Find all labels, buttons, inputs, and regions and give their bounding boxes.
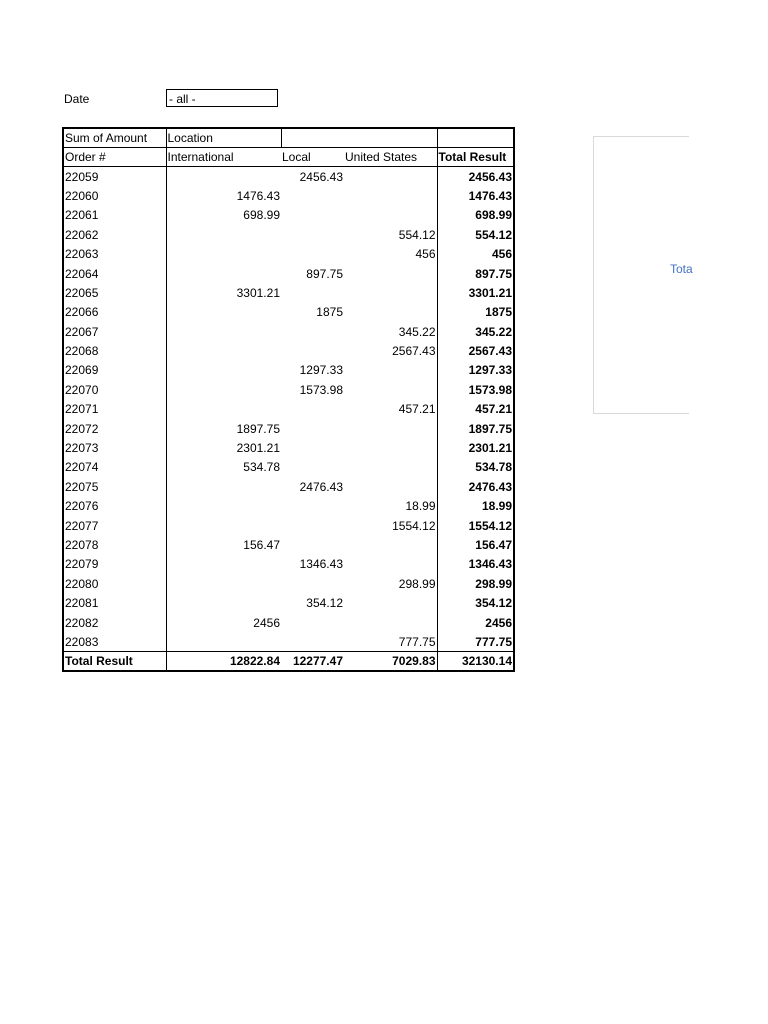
table-row: [63, 186, 514, 205]
order-cell: 22076: [63, 497, 166, 516]
pivot-header-row-1: [63, 128, 514, 148]
grand-total: 32130.14: [437, 652, 514, 672]
table-row: [63, 477, 514, 496]
row-total-cell: 1875: [485, 305, 512, 320]
local-cell: 2456.43: [299, 169, 343, 184]
local-cell: 897.75: [306, 266, 343, 281]
international-cell: [166, 322, 281, 341]
order-cell: 22083: [63, 632, 166, 651]
total-united-states: 7029.83: [344, 652, 437, 672]
united-states-cell: 777.75: [344, 632, 437, 651]
international-cell: [166, 516, 281, 535]
local-cell: [281, 419, 344, 438]
local-cell: [281, 438, 344, 457]
row-total-cell: 457.21: [475, 402, 512, 417]
row-total-cell: 2301.21: [468, 441, 512, 456]
table-row: [63, 400, 514, 419]
table-row: [63, 380, 514, 399]
united-states-cell: 457.21: [344, 400, 437, 419]
table-row: [63, 167, 514, 186]
row-total-cell: 1346.43: [468, 557, 512, 572]
united-states-cell: [344, 380, 437, 399]
order-cell: 22074: [63, 458, 166, 477]
column-field-button[interactable]: Location: [166, 128, 281, 148]
international-cell: [166, 341, 281, 360]
table-row: [63, 361, 514, 380]
row-total-cell: 2567.43: [468, 344, 512, 359]
row-total-cell: 345.22: [475, 324, 512, 339]
local-cell: [281, 186, 344, 205]
table-row: [63, 322, 514, 341]
row-total-cell: 18.99: [481, 499, 512, 514]
local-cell: [281, 400, 344, 419]
row-field-button[interactable]: Order #: [63, 148, 166, 167]
order-cell: 22081: [63, 593, 166, 612]
date-filter-dropdown[interactable]: - all -: [166, 89, 278, 107]
table-row: [63, 535, 514, 554]
local-cell: [281, 497, 344, 516]
row-total-cell: 298.99: [475, 576, 512, 591]
local-cell: 1875: [316, 305, 343, 320]
united-states-cell: 18.99: [344, 497, 437, 516]
international-cell: 1476.43: [236, 188, 280, 203]
local-cell: [281, 516, 344, 535]
table-row: [63, 206, 514, 225]
total-row-label: Total Result: [63, 652, 166, 672]
international-cell: [166, 477, 281, 496]
local-cell: [281, 458, 344, 477]
order-cell: 22069: [63, 361, 166, 380]
order-cell: 22071: [63, 400, 166, 419]
united-states-cell: 298.99: [344, 574, 437, 593]
order-cell: 22064: [63, 264, 166, 283]
united-states-cell: [344, 419, 437, 438]
order-cell: 22079: [63, 555, 166, 574]
table-row: [63, 593, 514, 612]
united-states-cell: [344, 283, 437, 302]
column-header-international: International: [166, 148, 281, 167]
united-states-cell: [344, 303, 437, 322]
table-row: [63, 555, 514, 574]
local-cell: [281, 206, 344, 225]
table-row: [63, 632, 514, 651]
united-states-cell: 345.22: [344, 322, 437, 341]
table-row: [63, 574, 514, 593]
order-cell: 22059: [63, 167, 166, 186]
united-states-cell: [344, 458, 437, 477]
order-cell: 22065: [63, 283, 166, 302]
pivot-table: [62, 127, 515, 672]
international-cell: 156.47: [243, 538, 280, 552]
row-total-cell: 354.12: [475, 596, 512, 611]
local-cell: [281, 574, 344, 593]
international-cell: 2456: [253, 615, 280, 630]
united-states-cell: [344, 555, 437, 574]
united-states-cell: [344, 613, 437, 632]
order-cell: 22072: [63, 419, 166, 438]
international-cell: 698.99: [243, 208, 280, 223]
row-total-cell: 2476.43: [468, 479, 512, 494]
row-total-cell: 2456.43: [468, 169, 512, 184]
united-states-cell: 2567.43: [344, 341, 437, 360]
order-cell: 22067: [63, 322, 166, 341]
row-total-cell: 897.75: [475, 266, 512, 281]
local-cell: [281, 341, 344, 360]
order-cell: 22061: [63, 206, 166, 225]
united-states-cell: [344, 361, 437, 380]
column-header-total-result: Total Result: [437, 148, 514, 167]
chart-title: Tota: [670, 262, 693, 276]
local-cell: [281, 632, 344, 651]
international-cell: [166, 361, 281, 380]
order-cell: 22060: [63, 186, 166, 205]
united-states-cell: [344, 186, 437, 205]
header-blank: [344, 128, 437, 148]
table-row: [63, 303, 514, 322]
local-cell: [281, 244, 344, 263]
column-header-united-states: United States: [344, 148, 437, 167]
international-cell: [166, 400, 281, 419]
local-cell: 2476.43: [299, 479, 343, 494]
date-filter-label: Date: [64, 92, 90, 106]
row-total-cell: 554.12: [475, 227, 512, 242]
pivot-header-row-2: [63, 148, 514, 167]
international-cell: [166, 264, 281, 283]
table-row: [63, 225, 514, 244]
international-cell: [166, 632, 281, 651]
international-cell: 534.78: [243, 460, 280, 475]
local-cell: 1346.43: [299, 557, 343, 572]
international-cell: [166, 225, 281, 244]
united-states-cell: [344, 264, 437, 283]
united-states-cell: [344, 593, 437, 612]
table-row: [63, 497, 514, 516]
row-total-cell: 1897.75: [468, 421, 512, 436]
international-cell: [166, 497, 281, 516]
international-cell: [166, 555, 281, 574]
order-cell: 22080: [63, 574, 166, 593]
international-cell: 1897.75: [236, 421, 280, 436]
order-cell: 22068: [63, 341, 166, 360]
header-blank: [281, 128, 344, 148]
row-total-cell: 156.47: [475, 538, 512, 552]
order-cell: 22078: [63, 535, 166, 554]
row-total-cell: 698.99: [475, 208, 512, 223]
order-cell: 22082: [63, 613, 166, 632]
table-row: [63, 516, 514, 535]
order-cell: 22073: [63, 438, 166, 457]
local-cell: [281, 613, 344, 632]
table-row: [63, 283, 514, 302]
table-row: [63, 613, 514, 632]
row-total-cell: 1476.43: [468, 188, 512, 203]
row-total-cell: 3301.21: [468, 285, 512, 300]
row-total-cell: 777.75: [475, 634, 512, 649]
united-states-cell: [344, 477, 437, 496]
local-cell: 1297.33: [299, 363, 343, 378]
international-cell: [166, 303, 281, 322]
united-states-cell: 554.12: [344, 225, 437, 244]
local-cell: [281, 322, 344, 341]
row-total-cell: 456: [491, 247, 512, 262]
pivot-corner-label: Sum of Amount: [63, 128, 166, 148]
international-cell: [166, 167, 281, 186]
table-row: [63, 341, 514, 360]
united-states-cell: 456: [344, 244, 437, 263]
international-cell: [166, 380, 281, 399]
order-cell: 22077: [63, 516, 166, 535]
order-cell: 22062: [63, 225, 166, 244]
total-international: 12822.84: [166, 652, 281, 672]
united-states-cell: [344, 535, 437, 554]
international-cell: [166, 593, 281, 612]
total-local: 12277.47: [281, 652, 344, 672]
table-row: [63, 438, 514, 457]
international-cell: [166, 244, 281, 263]
local-cell: 1573.98: [299, 382, 343, 397]
chart-panel[interactable]: [593, 136, 693, 414]
table-row: [63, 244, 514, 263]
local-cell: [281, 225, 344, 244]
table-row: [63, 264, 514, 283]
column-header-local: Local: [281, 148, 344, 167]
order-cell: 22070: [63, 380, 166, 399]
header-blank: [437, 128, 514, 148]
row-total-cell: 2456: [485, 615, 512, 630]
international-cell: 2301.21: [236, 441, 280, 456]
row-total-cell: 1297.33: [468, 363, 512, 378]
international-cell: [166, 574, 281, 593]
united-states-cell: [344, 438, 437, 457]
row-total-cell: 1554.12: [468, 518, 512, 533]
order-cell: 22063: [63, 244, 166, 263]
pivot-total-row: [63, 652, 514, 672]
order-cell: 22066: [63, 303, 166, 322]
table-row: [63, 458, 514, 477]
international-cell: 3301.21: [236, 285, 280, 300]
local-cell: 354.12: [306, 596, 343, 611]
local-cell: [281, 535, 344, 554]
table-row: [63, 419, 514, 438]
row-total-cell: 1573.98: [468, 382, 512, 397]
united-states-cell: [344, 206, 437, 225]
row-total-cell: 534.78: [475, 460, 512, 475]
order-cell: 22075: [63, 477, 166, 496]
united-states-cell: [344, 167, 437, 186]
united-states-cell: 1554.12: [344, 516, 437, 535]
local-cell: [281, 283, 344, 302]
